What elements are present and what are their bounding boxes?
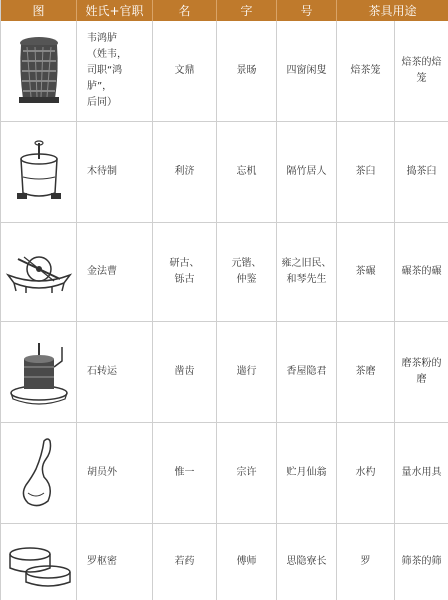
courtesy-name-text: 元锴、 仲鉴	[231, 258, 262, 285]
use-cell: 筛茶的筛	[395, 524, 448, 600]
given-name-cell: 惟一	[153, 423, 217, 524]
tea-roaster-basket-icon	[9, 31, 69, 111]
given-name-cell: 凿齿	[153, 322, 217, 423]
image-cell	[1, 524, 77, 600]
art-name-cell: 思隐寮长	[277, 524, 337, 600]
official-cell: 罗枢密	[77, 524, 153, 600]
wooden-mortar-icon	[9, 137, 69, 207]
official-cell: 金法曹	[77, 223, 153, 322]
tea-grinder-roller-icon	[4, 247, 74, 297]
header-image: 图	[1, 0, 77, 21]
given-name-cell	[153, 223, 217, 322]
art-name-cell: 四窗闲叟	[277, 21, 337, 122]
table-row	[1, 322, 448, 423]
tool-cell: 罗	[337, 524, 395, 600]
courtesy-name-cell: 傅师	[217, 524, 277, 600]
art-name-cell: 贮月仙翁	[277, 423, 337, 524]
courtesy-name-cell: 景旸	[217, 21, 277, 122]
courtesy-name-cell: 遄行	[217, 322, 277, 423]
official-cell: 胡员外	[77, 423, 153, 524]
table-row	[1, 524, 448, 600]
image-cell	[1, 223, 77, 322]
official-cell: 木待制	[77, 122, 153, 223]
header-art-name: 号	[277, 0, 337, 21]
use-cell: 焙茶的焙笼	[395, 21, 448, 122]
use-cell: 碾茶的碾	[395, 223, 448, 322]
tool-cell: 茶磨	[337, 322, 395, 423]
art-name-cell	[277, 223, 337, 322]
art-name-cell: 香屋隐君	[277, 322, 337, 423]
gourd-ladle-icon	[14, 433, 64, 513]
table-row	[1, 423, 448, 524]
given-name-text: 研古、 铄古	[169, 258, 200, 285]
header-given-name: 名	[153, 0, 217, 21]
courtesy-name-cell	[217, 223, 277, 322]
official-cell: 石转运	[77, 322, 153, 423]
table-row	[1, 223, 448, 322]
header-courtesy-name: 字	[217, 0, 277, 21]
sieve-box-icon	[4, 534, 74, 590]
courtesy-name-cell: 忘机	[217, 122, 277, 223]
tool-cell: 水杓	[337, 423, 395, 524]
tool-cell: 茶碾	[337, 223, 395, 322]
art-name-text: 雍之旧民、 和琴先生	[281, 258, 332, 285]
official-cell	[77, 21, 153, 122]
header-surname-office: 姓氏+官职	[77, 0, 153, 21]
image-cell	[1, 423, 77, 524]
given-name-cell: 文鼎	[153, 21, 217, 122]
tool-cell: 焙茶笼	[337, 21, 395, 122]
stone-mill-icon	[6, 337, 72, 407]
official-text: 韦鸿胪 （姓韦， 司职“鸿 胪”， 后同）	[87, 33, 127, 108]
tool-cell: 茶臼	[337, 122, 395, 223]
image-cell	[1, 21, 77, 122]
use-cell: 量水用具	[395, 423, 448, 524]
table-row	[1, 122, 448, 223]
header-row	[1, 0, 448, 21]
image-cell	[1, 322, 77, 423]
image-cell	[1, 122, 77, 223]
given-name-cell: 若药	[153, 524, 217, 600]
table-row	[1, 21, 448, 122]
header-tool-use: 茶具用途	[337, 0, 448, 21]
use-cell: 磨茶粉的磨	[395, 322, 448, 423]
given-name-cell: 利济	[153, 122, 217, 223]
use-cell: 捣茶臼	[395, 122, 448, 223]
courtesy-name-cell: 宗许	[217, 423, 277, 524]
art-name-cell: 隔竹居人	[277, 122, 337, 223]
